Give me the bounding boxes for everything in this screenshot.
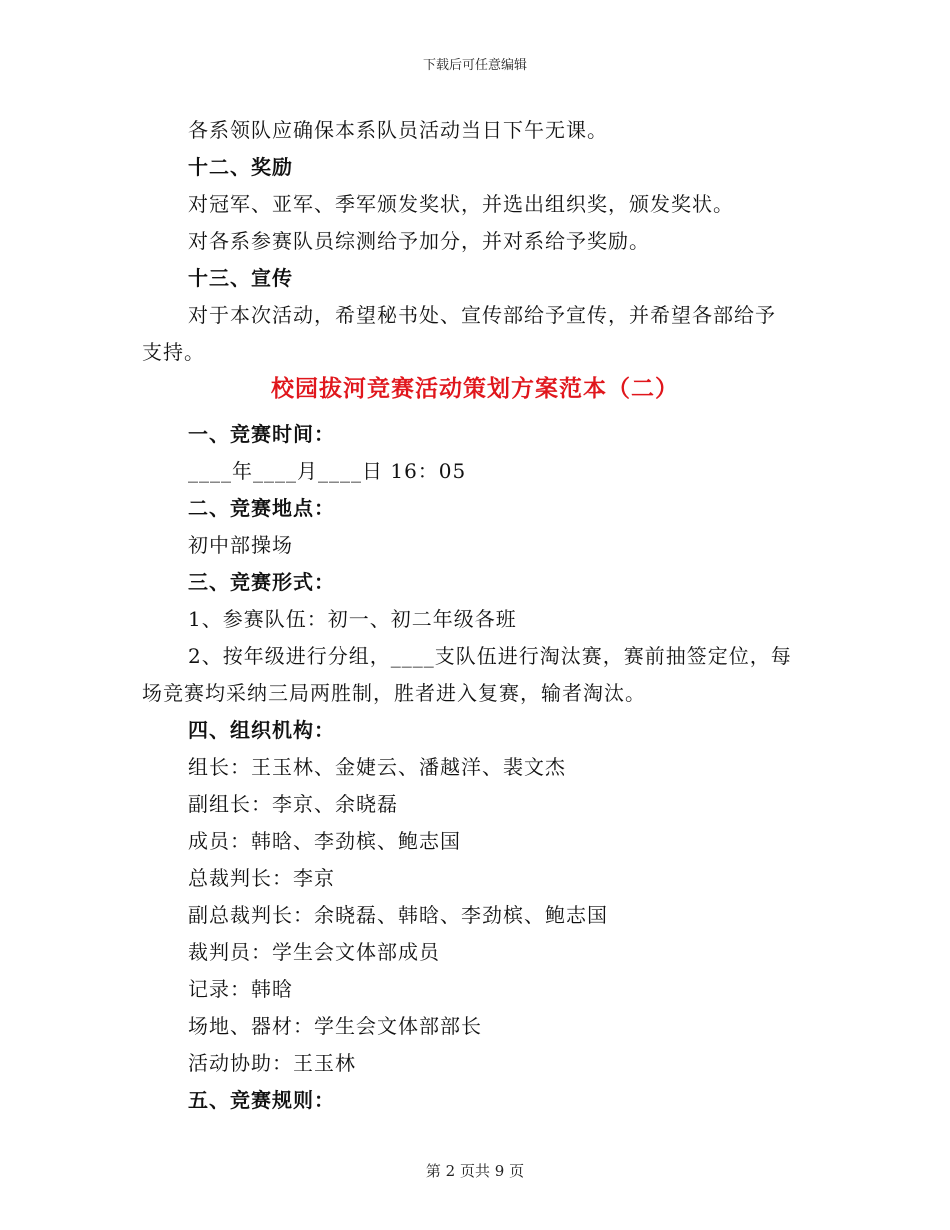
paragraph-line: 活动协助：王玉林 xyxy=(188,1051,356,1075)
paragraph-line: 对于本次活动，希望秘书处、宣传部给予宣传，并希望各部给予 xyxy=(188,303,776,327)
document-title: 校园拔河竞赛活动策划方案范本（二） xyxy=(271,376,679,402)
paragraph-line: 支持。 xyxy=(142,340,205,364)
paragraph-line: 裁判员：学生会文体部成员 xyxy=(188,940,440,964)
section-heading: 一、竞赛时间： xyxy=(188,422,335,446)
paragraph-line: 总裁判长：李京 xyxy=(188,866,335,890)
page-footer: 第 2 页共 9 页 xyxy=(425,1162,525,1180)
paragraph-line: 副总裁判长：余晓磊、韩晗、李劲槟、鲍志国 xyxy=(188,903,608,927)
paragraph-line: 各系领队应确保本系队员活动当日下午无课。 xyxy=(188,118,608,142)
paragraph-line: 对各系参赛队员综测给予加分，并对系给予奖励。 xyxy=(188,229,650,253)
paragraph-line: 初中部操场 xyxy=(188,533,293,557)
paragraph-line: 副组长：李京、余晓磊 xyxy=(188,792,398,816)
section-heading: 十三、宣传 xyxy=(188,266,293,290)
paragraph-line: 2、按年级进行分组，____支队伍进行淘汰赛，赛前抽签定位，每 xyxy=(188,644,792,668)
paragraph-line: 记录：韩晗 xyxy=(188,977,293,1001)
paragraph-line: ____年____月____日 16：05 xyxy=(188,459,467,483)
paragraph-line: 1、参赛队伍：初一、初二年级各班 xyxy=(188,607,517,631)
section-heading: 十二、奖励 xyxy=(188,155,293,179)
paragraph-line: 场地、器材：学生会文体部部长 xyxy=(188,1014,482,1038)
paragraph-line: 成员：韩晗、李劲槟、鲍志国 xyxy=(188,829,461,853)
paragraph-line: 组长：王玉林、金婕云、潘越洋、裴文杰 xyxy=(188,755,566,779)
section-heading: 五、竞赛规则： xyxy=(188,1088,335,1112)
section-heading: 二、竞赛地点： xyxy=(188,496,335,520)
paragraph-line: 对冠军、亚军、季军颁发奖状，并选出组织奖，颁发奖状。 xyxy=(188,192,734,216)
page-header: 下载后可任意编辑 xyxy=(422,58,527,73)
section-heading: 四、组织机构： xyxy=(188,718,335,742)
paragraph-line: 场竞赛均采纳三局两胜制，胜者进入复赛，输者淘汰。 xyxy=(142,681,646,705)
section-heading: 三、竞赛形式： xyxy=(188,570,335,594)
